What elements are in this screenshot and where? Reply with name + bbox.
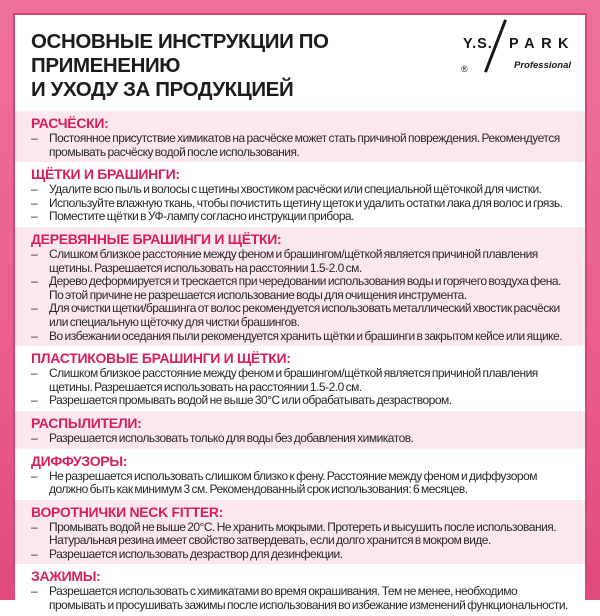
bullet-dash: – [31,584,38,599]
bullet-text: Разрешается использовать только для воды без добавления химикатов. [49,430,414,445]
registered-trademark-icon: ® [461,64,468,74]
bullet-text: Для очистки щетки/брашинга от волос рекомендуется использовать металлический хвостик расчёски или специальную щёточку для чистки брашингов. [49,301,560,329]
logo-ys-text: Y.S. [463,36,493,52]
logo-professional: Professional [514,60,572,71]
bullet-list [31,470,569,497]
bullet-text: Постоянное присутствие химикатов на расчёске может стать причиной повреждения. Рекомендуется промывать расчёску водой после использования. [49,131,560,159]
list-item [31,183,569,197]
list-item [31,470,569,497]
bullet-dash: – [31,393,38,408]
list-item [31,394,569,408]
bullet-dash: – [31,468,38,483]
bullet-dash: – [31,246,38,261]
bullet-list [31,183,569,224]
list-item [31,367,569,394]
bullet-text: Используйте влажную ткань, чтобы почистить щетину щеток и удалить остатки лака для волос и грязь. [49,195,563,210]
list-item [31,197,569,211]
list-item [31,275,569,302]
bullet-text: Слишком близкое расстояние между феном и брашингом/щёткой является причиной плавления щетины. Разрешается использовать на расстоянии 1.5-2.0 см. [49,366,538,394]
section-title: ВОРОТНИЧКИ NECK FITTER: [31,503,224,520]
section [15,449,585,500]
bullet-dash: – [31,182,38,197]
section [15,227,585,346]
bullet-text: Удалите всю пыль и волосы с щетины хвостиком расчёски или специальной щёточкой для чистки. [49,182,542,197]
list-item [31,132,569,159]
bullet-list [31,585,569,612]
list-item [31,330,569,344]
section [15,564,585,615]
bullet-dash: – [31,430,38,445]
list-item [31,248,569,275]
bullet-dash: – [31,195,38,210]
bullet-text: Во избежании оседания пыли рекомендуется хранить щётки и брашинги в закрытом кейсе или ящике. [49,328,563,343]
masthead [15,15,585,111]
page-title-line2: И УХОДУ ЗА ПРОДУКЦИЕЙ [31,78,294,101]
bullet-text: Разрешается промывать водой не выше 30°C или обрабатывать дезраствором. [49,393,452,408]
list-item [31,302,569,329]
list-item [31,585,569,612]
bullet-dash: – [31,546,38,561]
list-item [31,548,569,562]
section [15,346,585,411]
bullet-text: Не разрешается использовать слишком близко к фену. Расстояние между феном и диффузором должно быть как минимум 3 см. Рекомендованный срок использования: 6 месяцев. [49,468,538,497]
list-item [31,210,569,224]
section-title: ПЛАСТИКОВЫЕ БРАШИНГИ И ЩЁТКИ: [31,350,291,367]
bullet-list [31,132,569,159]
section [15,411,585,449]
section-title: РАСЧЁСКИ: [31,115,109,131]
bullet-dash: – [31,519,38,534]
bullet-text: Слишком близкое расстояние между феном и брашингом/щёткой является причиной плавления щетины. Разрешается использовать на расстоянии 1.5-2.0 см. [49,246,538,275]
section [15,162,585,227]
page-title [31,30,451,102]
list-item [31,432,569,446]
bullet-dash: – [31,328,38,343]
bullet-text: Промывать водой не выше 20°C. Не хранить мокрыми. Протереть и высушить после использования. Натуральная резина имеет свойство затвердевать, если долго хранится в мокром виде. [49,519,557,548]
bullet-list [31,248,569,343]
section-title: ЩЁТКИ И БРАШИНГИ: [31,166,180,183]
section-title: РАСПЫЛИТЕЛИ: [31,414,142,431]
bullet-text: Разрешается использовать дезраствор для дезинфекции. [49,546,343,561]
bullet-list [31,432,569,446]
bullet-text: Поместите щётки в УФ-лампу согласно инструкции прибора. [49,209,354,224]
instruction-document [13,13,587,613]
section-title: ЗАЖИМЫ: [31,568,101,585]
section-title: ДЕРЕВЯННЫЕ БРАШИНГИ И ЩЁТКИ: [31,230,282,247]
bullet-list [31,521,569,562]
list-item [31,521,569,548]
bullet-dash: – [31,131,38,145]
bullet-text: Дерево деформируется и трескается при чередовании использования воды и горячего воздуха фена. По этой причине не разрешается использование воды для очищения инструмента. [49,274,561,302]
bullet-dash: – [31,301,38,316]
bullet-dash: – [31,366,38,381]
bullet-dash: – [31,209,38,224]
ys-park-logo [461,19,575,77]
page-title-line1: ОСНОВНЫЕ ИНСТРУКЦИИ ПО ПРИМЕНЕНИЮ [31,30,329,77]
section-title: ДИФФУЗОРЫ: [31,452,128,469]
section [15,111,585,162]
logo-park-text: PARK [509,36,576,52]
bullet-dash: – [31,274,38,289]
bullet-list [31,367,569,408]
section [15,500,585,565]
bullet-text: Разрешается использовать с химикатами во время окрашивания. Тем не менее, необходимо промывать и просушивать зажимы после использования во избежание изменений функциональности. [49,584,568,613]
sections [15,111,585,613]
